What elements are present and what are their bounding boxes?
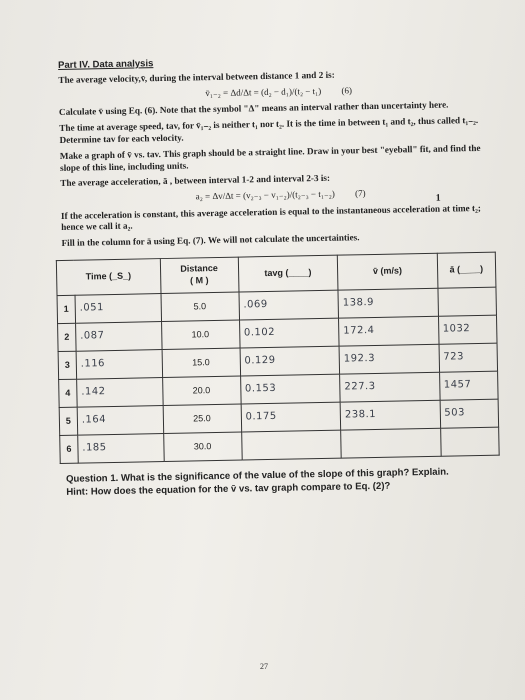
distance-cell: 10.0: [161, 320, 240, 349]
tavg-cell: 0.102: [239, 318, 339, 348]
distance-cell: 15.0: [162, 348, 241, 377]
velocity-cell: 192.3: [339, 344, 439, 374]
time-cell: .142: [77, 377, 163, 407]
row-index: 4: [59, 379, 77, 407]
distance-cell: 5.0: [160, 292, 239, 321]
question-1-text: Question 1. What is the significance of the value of the slope of this graph? Explain.: [65, 466, 449, 485]
header-distance: [160, 257, 239, 293]
time-average-text: The time at average speed, tav, for v̄₁₋₂ is neither t₁ nor t₂. It is the time in between t₁ and t₂, thus called t₁₋₂. Determine tav for each velocity.: [59, 115, 479, 145]
velocity-cell: 138.9: [338, 288, 438, 318]
tavg-cell: .069: [239, 290, 339, 320]
section-title: Part IV. Data analysis: [58, 58, 154, 71]
velocity-cell: 172.4: [339, 316, 439, 346]
row-index: 3: [58, 351, 76, 379]
tavg-cell: [241, 430, 341, 460]
equation-7-number: (7): [354, 188, 366, 199]
acceleration-cell: 1032: [438, 315, 497, 344]
calc-velocity-text: Calculate v̄ using Eq. (6). Note that the symbol "Δ" means an interval rather than uncertainty here.: [58, 99, 449, 118]
tavg-cell: 0.175: [241, 402, 341, 432]
acceleration-cell: 1457: [439, 371, 498, 400]
header-time: Time (_S_): [56, 258, 160, 295]
tavg-cell: 0.129: [240, 346, 340, 376]
tavg-cell: 0.153: [240, 374, 340, 404]
time-cell: .116: [76, 349, 162, 379]
header-velocity: v̄ (m/s): [337, 253, 437, 290]
distance-cell: 30.0: [163, 432, 242, 461]
header-acceleration: ā (____): [437, 252, 496, 288]
row-index: 6: [60, 435, 78, 463]
acceleration-cell: [440, 427, 499, 456]
velocity-cell: 238.1: [340, 400, 440, 430]
row-index: 1: [57, 295, 75, 323]
velocity-cell: 227.3: [340, 372, 440, 402]
graph-instruction-text: Make a graph of v̄ vs. tav. This graph should be a straight line. Draw in your best "eyeball" fit, and find the slope of this line, including units.: [59, 142, 481, 173]
time-cell: .164: [77, 405, 163, 435]
header-tavg: tavg (____): [238, 255, 338, 292]
avg-acceleration-text: The average acceleration, ā , between interval 1-2 and interval 2-3 is:: [60, 173, 331, 189]
margin-mark: 1: [435, 192, 441, 204]
header-distance-label: Distance: [180, 263, 218, 275]
row-index: 2: [58, 323, 76, 351]
avg-velocity-text: The average velocity,v̄, during the interval between distance 1 and 2 is:: [58, 69, 335, 86]
row-index: 5: [59, 407, 77, 435]
distance-cell: 25.0: [163, 404, 242, 433]
worksheet-page: [58, 52, 506, 500]
header-distance-unit: ( M ): [189, 274, 209, 286]
equation-6-formula: v̄₁₋₂ = Δd/Δt = (d₂ − d₁)/(t₂ − t₁): [205, 85, 322, 99]
question-1-hint: Hint: How does the equation for the v̄ vs. tav graph compare to Eq. (2)?: [66, 480, 391, 498]
time-cell: .051: [75, 293, 161, 323]
constant-acceleration-text: If the acceleration is constant, this average acceleration is equal to the instantaneous acceleration at time t₂; hence we call it a₂.: [60, 202, 481, 233]
time-cell: .185: [78, 433, 164, 463]
distance-cell: 20.0: [162, 376, 241, 405]
acceleration-cell: 723: [439, 343, 498, 372]
question-1: [66, 465, 506, 499]
page-number: 27: [260, 662, 268, 671]
acceleration-cell: 503: [440, 399, 499, 428]
velocity-cell: [341, 428, 441, 458]
acceleration-cell: [437, 287, 496, 316]
data-table: [56, 251, 500, 463]
fill-column-text: Fill in the column for ā using Eq. (7). We will not calculate the uncertainties.: [61, 232, 360, 249]
time-cell: .087: [75, 321, 161, 351]
equation-6-number: (6): [341, 85, 353, 96]
equation-7-formula: a₂ = Δv/Δt = (v₂₋₃ − v₁₋₂)/(t₂₋₃ − t₁₋₂): [195, 188, 335, 202]
